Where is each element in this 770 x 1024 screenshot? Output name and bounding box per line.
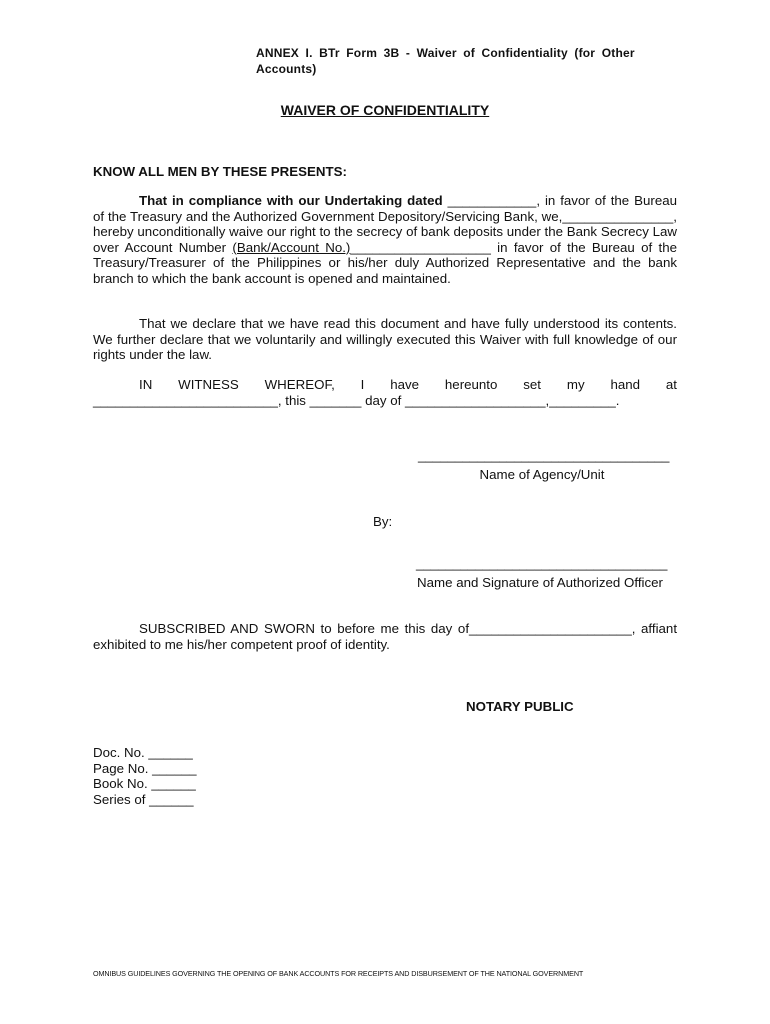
agency-signature-label: Name of Agency/Unit — [479, 467, 605, 482]
undertaking-text-b: , hereby unconditionally waive our right to the secrecy of bank deposits under the Bank Secrecy Law over Account Number — [93, 208, 677, 255]
page-footer: OMNIBUS GUIDELINES GOVERNING THE OPENING OF BANK ACCOUNTS FOR RECEIPTS AND DISBURSEMENT OF THE NATIONAL GOVERNMENT — [93, 969, 584, 978]
paragraph-subscribed — [93, 621, 677, 652]
book-no: Book No. ______ — [93, 776, 196, 791]
series-of: Series of ______ — [93, 791, 194, 807]
blank-date: ____________ — [447, 193, 537, 208]
blank-name: _______________ — [562, 208, 674, 224]
doc-no: Doc. No. ______ — [93, 745, 193, 760]
paragraph-witness-line2: _________________________, this _______ day of ___________________,_________. — [93, 393, 620, 408]
document-title: WAIVER OF CONFIDENTIALITY — [280, 102, 490, 118]
subscribed-blank: ______________________ — [469, 621, 632, 636]
subscribed-text-b: , affiant exhibited to me his/her competent proof of identity. — [93, 621, 678, 652]
undertaking-text-c: in favor of the Bureau of the Treasury/Treasurer of the Philippines or his/her duly Authorized Representative and the bank branch to which the bank account is opened and maintained. — [93, 239, 677, 286]
notarial-register — [93, 745, 197, 807]
page-no: Page No. ______ — [93, 760, 197, 776]
undertaking-text-a: , in favor of the Bureau of the Treasury and the Authorized Government Depository/Servicing Bank, we, — [93, 193, 678, 224]
account-label: (Bank/Account No.) — [232, 239, 351, 255]
subscribed-text: SUBSCRIBED AND SWORN to before me this day of — [139, 621, 470, 636]
officer-signature-label: Name and Signature of Authorized Officer — [417, 575, 663, 590]
paragraph-witness-line1: IN WITNESS WHEREOF, I have hereunto set my hand at — [139, 377, 677, 392]
notary-public: NOTARY PUBLIC — [466, 699, 574, 714]
paragraph-undertaking — [93, 193, 677, 286]
salutation: KNOW ALL MEN BY THESE PRESENTS: — [93, 164, 347, 179]
blank-account: ___________________ — [350, 239, 491, 255]
annex-header-line2: Accounts) — [256, 62, 317, 76]
annex-header — [256, 45, 688, 76]
officer-signature-line: __________________________________ — [416, 556, 668, 571]
paragraph-declaration: That we declare that we have read this document and have fully understood its contents. We further declare that we voluntarily and willingly executed this Waiver with full knowledge of our rights under the law. — [93, 316, 677, 362]
agency-signature-line: __________________________________ — [418, 448, 670, 463]
undertaking-lead: That in compliance with our Undertaking dated — [139, 193, 443, 208]
by-label: By: — [373, 514, 393, 529]
annex-header-line1: ANNEX I. BTr Form 3B - Waiver of Confidentiality (for Other — [256, 46, 635, 60]
